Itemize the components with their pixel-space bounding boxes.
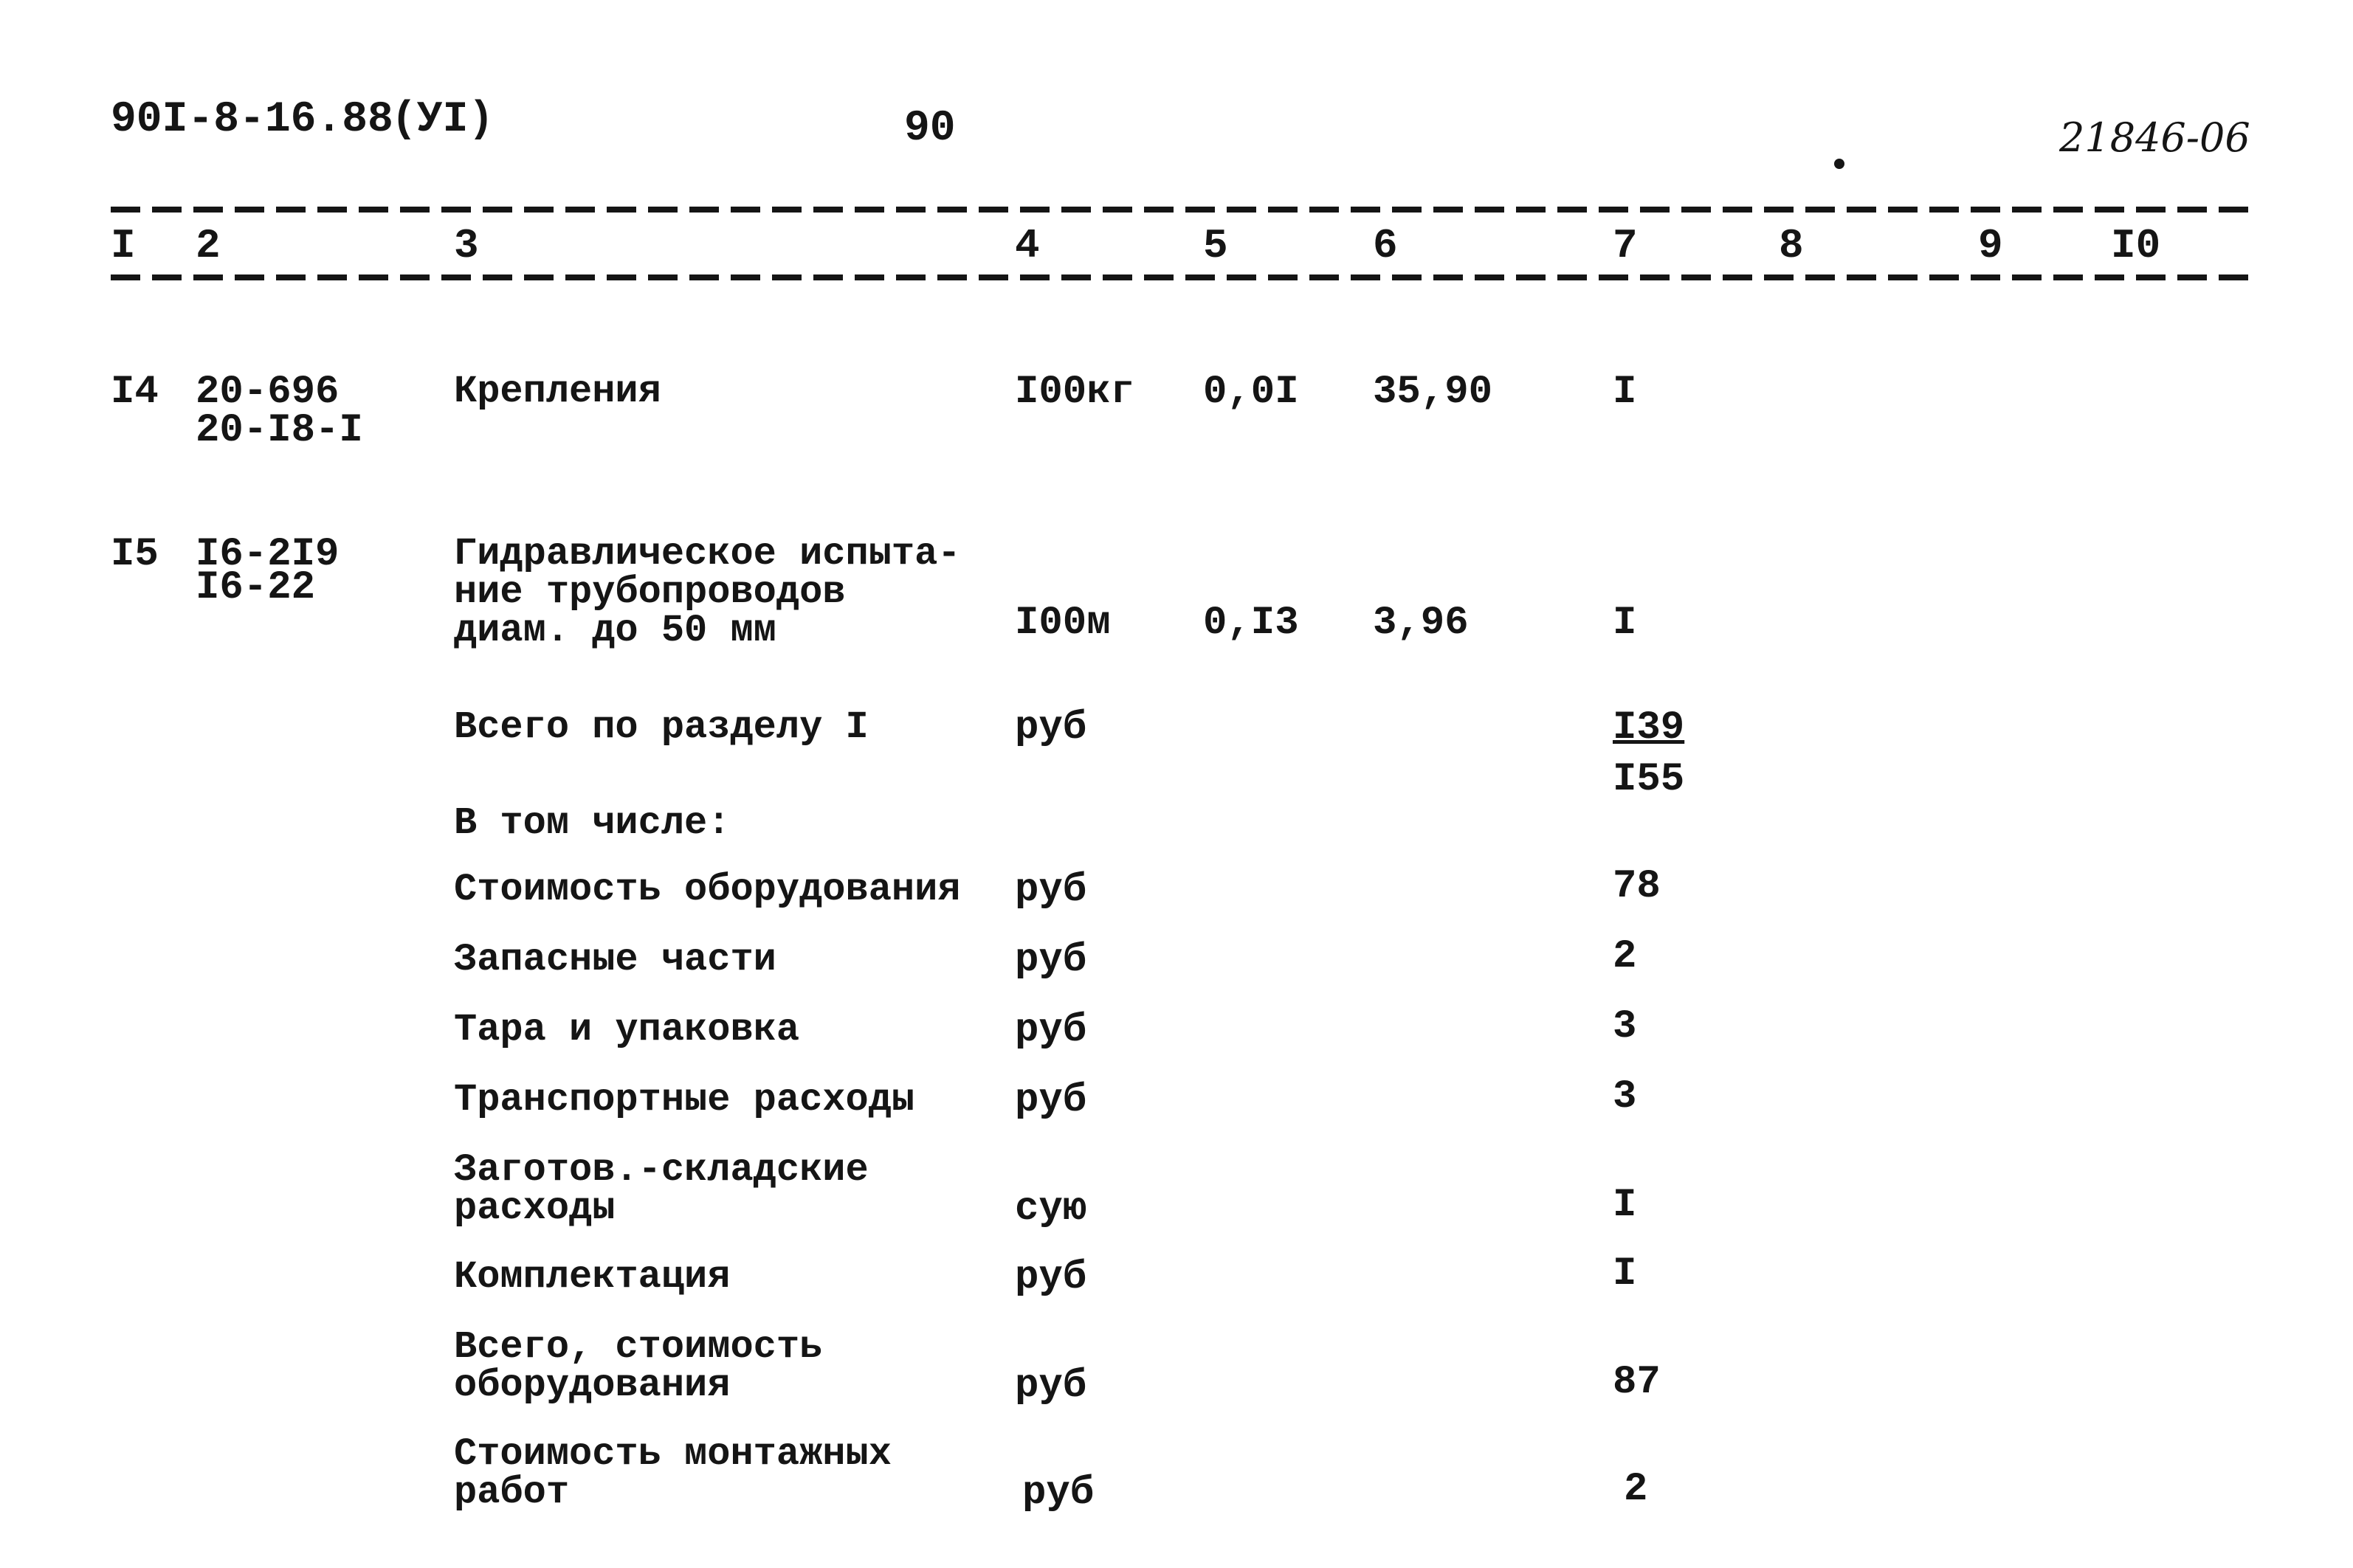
row-price: 35,90	[1373, 370, 1493, 415]
item-unit: руб	[1022, 1471, 1095, 1516]
item-value: 3	[1613, 1004, 1637, 1049]
item-unit: сую	[1015, 1187, 1087, 1232]
row-code: 20-696	[196, 370, 340, 415]
row-quantity: 0,I3	[1203, 601, 1299, 646]
section-total-label: Всего по разделу I	[454, 705, 869, 749]
row-code: 20-I8-I	[196, 408, 363, 453]
item-name: расходы	[454, 1187, 616, 1230]
section-total-value-alt: I55	[1613, 757, 1685, 802]
column-header-9: 9	[1978, 222, 2003, 269]
row-name: Гидравлическое испыта-	[454, 532, 961, 576]
row-number: I5	[111, 532, 159, 577]
column-header-10: I0	[2111, 222, 2161, 269]
item-unit: руб	[1015, 1364, 1087, 1409]
item-value: 2	[1613, 934, 1637, 979]
row-name: Крепления	[454, 370, 661, 413]
column-header-3: 3	[454, 222, 479, 269]
row-number: I4	[111, 370, 159, 415]
document-code: 90I-8-16.88	[111, 96, 393, 144]
item-unit: руб	[1015, 938, 1087, 983]
row-price: 3,96	[1373, 601, 1469, 646]
item-name: Заготов.-складские	[454, 1148, 869, 1192]
archive-number: 21846-06	[2059, 114, 2250, 161]
item-name: работ	[454, 1471, 570, 1514]
column-header-4: 4	[1015, 222, 1040, 269]
volume-label: (УI)	[391, 96, 495, 144]
page-number: 90	[904, 105, 956, 153]
item-name: Стоимость оборудования	[454, 868, 961, 911]
row-unit: I00м	[1015, 601, 1111, 646]
column-header-1: I	[111, 222, 136, 269]
item-value: I	[1613, 1183, 1637, 1228]
item-value: 3	[1613, 1074, 1637, 1119]
item-name: Всего, стоимость	[454, 1325, 823, 1369]
item-name: Стоимость монтажных	[454, 1432, 892, 1476]
row-name: ние трубопроводов	[454, 570, 846, 614]
item-unit: руб	[1015, 868, 1087, 913]
header-rule-top	[111, 207, 2259, 213]
item-name: Запасные части	[454, 938, 776, 981]
including-label: В том числе:	[454, 801, 731, 845]
item-value: I	[1613, 1251, 1637, 1296]
column-header-5: 5	[1203, 222, 1228, 269]
item-name: Комплектация	[454, 1255, 731, 1299]
row-column-7: I	[1613, 601, 1637, 646]
column-header-8: 8	[1779, 222, 1804, 269]
ink-dot	[1834, 159, 1844, 169]
row-quantity: 0,0I	[1203, 370, 1299, 415]
item-value: 2	[1624, 1467, 1648, 1512]
item-name: Транспортные расходы	[454, 1078, 915, 1122]
row-unit: I00кг	[1015, 370, 1135, 415]
row-name: диам. до 50 мм	[454, 609, 776, 652]
item-name: оборудования	[454, 1364, 731, 1407]
column-header-2: 2	[196, 222, 221, 269]
column-header-6: 6	[1373, 222, 1398, 269]
section-total-unit: руб	[1015, 705, 1087, 750]
item-name: Тара и упаковка	[454, 1008, 800, 1051]
item-value: 87	[1613, 1360, 1661, 1405]
row-column-7: I	[1613, 370, 1637, 415]
header-rule-bottom	[111, 274, 2259, 280]
item-unit: руб	[1015, 1255, 1087, 1300]
item-unit: руб	[1015, 1078, 1087, 1123]
row-code: I6-2I9	[196, 532, 340, 577]
section-total-value: I39	[1613, 705, 1685, 750]
item-unit: руб	[1015, 1008, 1087, 1053]
item-value: 78	[1613, 864, 1661, 909]
row-code: I6-22	[196, 565, 316, 610]
column-header-7: 7	[1613, 222, 1638, 269]
